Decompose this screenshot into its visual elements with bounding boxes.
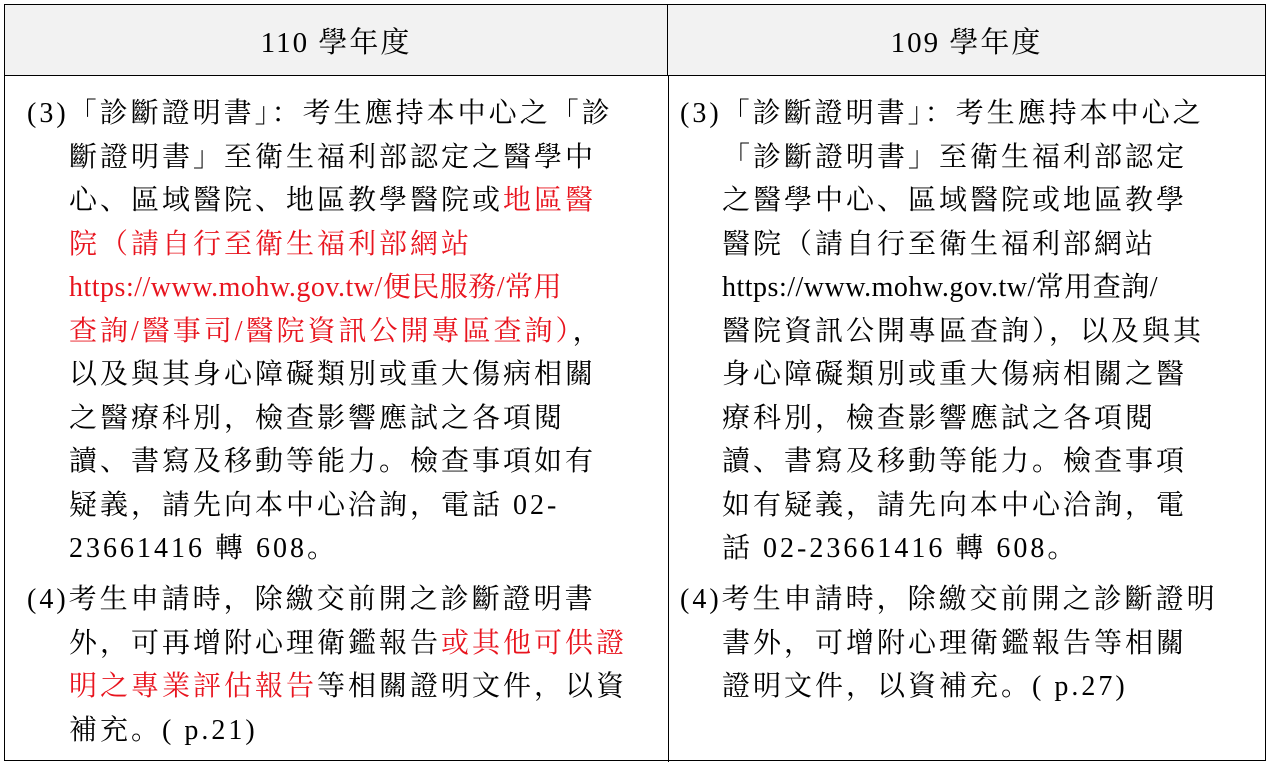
text-line: 話 02-23661416 轉 608。 (722, 533, 1079, 564)
text-line: 斷證明書」至衛生福利部認定之醫學中 (69, 141, 597, 173)
text-line: 身心障礙類別或重大傷病相關之醫 (722, 359, 1188, 390)
text-line: 讀、書寫及移動等能力。檢查事項如有 (69, 446, 597, 477)
text-line: 讀、書寫及移動等能力。檢查事項 (722, 446, 1188, 477)
text-line: 之醫療科別，檢查影響應試之各項閱 (69, 402, 566, 434)
text-line: 以及與其身心障礙類別或重大傷病相關 (69, 359, 597, 390)
highlight-text: 院（請自行至衛生福利部網站 (69, 228, 473, 260)
text-line: 疑義，請先向本中心洽詢，電話 02- (69, 489, 560, 521)
text-span: ， (572, 315, 604, 347)
item-4-109 (680, 578, 1218, 709)
text-line (27, 310, 613, 354)
text-line: 23661416 轉 608。 (69, 533, 339, 564)
text-line: 「診斷證明書」至衛生福利部認定 (722, 141, 1188, 173)
text-span: 心、區域醫院、地區教學醫院或 (69, 185, 504, 216)
text-line: 如有疑義，請先向本中心洽詢，電 (722, 489, 1188, 521)
item-3-109 (680, 92, 1204, 571)
text-line: (3)「診斷證明書」：考生應持本中心之「診 (27, 98, 613, 129)
text-line (27, 622, 627, 666)
text-line: (4)考生申請時，除繳交前開之診斷證明 (680, 584, 1218, 615)
text-span: 等相關證明文件，以資 (317, 671, 628, 702)
highlight-text: 或其他可供證 (441, 627, 628, 659)
header-110: 110 學年度 (5, 5, 668, 76)
text-line: 補充。( p.21) (69, 714, 258, 746)
item-3-110 (27, 92, 613, 571)
text-line: 證明文件，以資補充。( p.27) (722, 671, 1128, 702)
text-line: 之醫學中心、區域醫院或地區教學 (722, 185, 1188, 216)
text-line: (4)考生申請時，除繳交前開之診斷證明書 (27, 584, 596, 615)
text-line: 書外，可增附心理衛鑑報告等相關 (722, 627, 1188, 659)
cell-110 (5, 76, 668, 762)
text-line: 療科別，檢查影響應試之各項閱 (722, 402, 1157, 434)
text-span: 外，可再增附心理衛鑑報告 (69, 627, 442, 659)
text-line: https://www.mohw.gov.tw/常用查詢/ (722, 272, 1159, 303)
text-line: 醫院（請自行至衛生福利部網站 (722, 228, 1157, 260)
cell-109 (669, 76, 1265, 762)
header-109: 109 學年度 (668, 5, 1265, 76)
highlight-link-text: https://www.mohw.gov.tw/便民服務/常用 (69, 272, 563, 303)
highlight-text: 地區醫 (503, 185, 597, 216)
highlight-text: 明之專業評估報告 (69, 671, 318, 702)
item-4-110 (27, 578, 627, 752)
text-line: (3)「診斷證明書」：考生應持本中心之 (680, 98, 1204, 129)
highlight-text: 查詢/醫事司/醫院資訊公開專區查詢） (69, 315, 573, 347)
text-line (27, 665, 627, 709)
comparison-table (4, 4, 1266, 761)
text-line: 醫院資訊公開專區查詢），以及與其 (722, 315, 1205, 347)
text-line (27, 179, 613, 223)
